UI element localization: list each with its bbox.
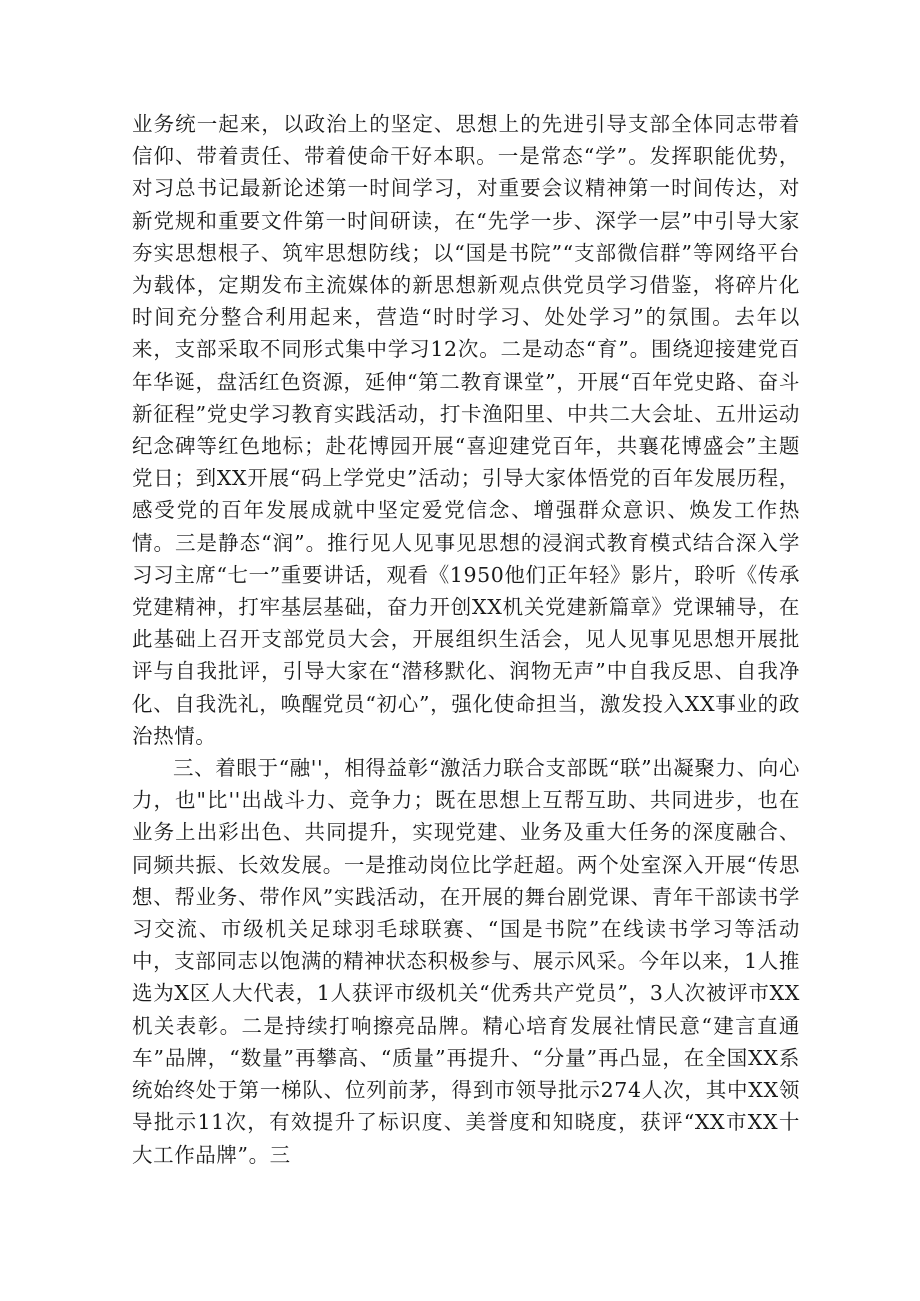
document-body	[132, 108, 800, 1171]
paragraph-party-building-study: 业务统一起来，以政治上的坚定、思想上的先进引导支部全体同志带着信仰、带着责任、带着使命干好本职。一是常态“学”。发挥职能优势，对习总书记最新论述第一时间学习，对重要会议精神第一时间传达，对新党规和重要文件第一时间研读，在“先学一步、深学一层”中引导大家夯实思想根子、筑牢思想防线；以“国是书院”“支部微信群”等网络平台为载体，定期发布主流媒体的新思想新观点供党员学习借鉴，将碎片化时间充分整合利用起来，营造“时时学习、处处学习”的氛围。去年以来，支部采取不同形式集中学习12次。二是动态“育”。围绕迎接建党百年华诞，盘活红色资源，延伸“第二教育课堂”，开展“百年党史路、奋斗新征程”党史学习教育实践活动，打卡渔阳里、中共二大会址、五卅运动纪念碑等红色地标；赴花博园开展“喜迎建党百年，共襄花博盛会”主题党日；到XX开展“码上学党史”活动；引导大家体悟党的百年发展历程，感受党的百年发展成就中坚定爱党信念、增强群众意识、焕发工作热情。三是静态“润”。推行见人见事见思想的浸润式教育模式结合深入学习习主席“七一”重要讲话，观看《1950他们正年轻》影片，聆听《传承党建精神，打牢基层基础，奋力开创XX机关党建新篇章》党课辅导，在此基础上召开支部党员大会，开展组织生活会，见人见事见思想开展批评与自我批评，引导大家在“潜移默化、润物无声”中自我反思、自我净化、自我洗礼，唤醒党员“初心”，强化使命担当，激发投入XX事业的政治热情。	[132, 112, 800, 748]
paragraph-integration-section-three: 三、着眼于“融''，相得益彰“激活力联合支部既“联”出凝聚力、向心力，也"比''出战斗力、竞争力；既在思想上互帮互助、共同进步，也在业务上出彩出色、共同提升，实现党建、业务及重大任务的深度融合、同频共振、长效发展。一是推动岗位比学赶超。两个处室深入开展“传思想、帮业务、带作风”实践活动，在开展的舞台剧党课、青年干部读书学习交流、市级机关足球羽毛球联赛、“国是书院”在线读书学习等活动中，支部同志以饱满的精神状态积极参与、展示风采。今年以来，1人推选为X区人大代表，1人获评市级机关“优秀共产党员”，3人次被评市XX机关表彰。二是持续打响擦亮品牌。精心培育发展社情民意“建言直通车”品牌，“数量”再攀高、“质量”再提升、“分量”再凸显，在全国XX系统始终处于第一梯队、位列前茅，得到市领导批示274人次，其中XX领导批示11次，有效提升了标识度、美誉度和知晓度，获评“XX市XX十大工作品牌”。三	[132, 756, 800, 1167]
